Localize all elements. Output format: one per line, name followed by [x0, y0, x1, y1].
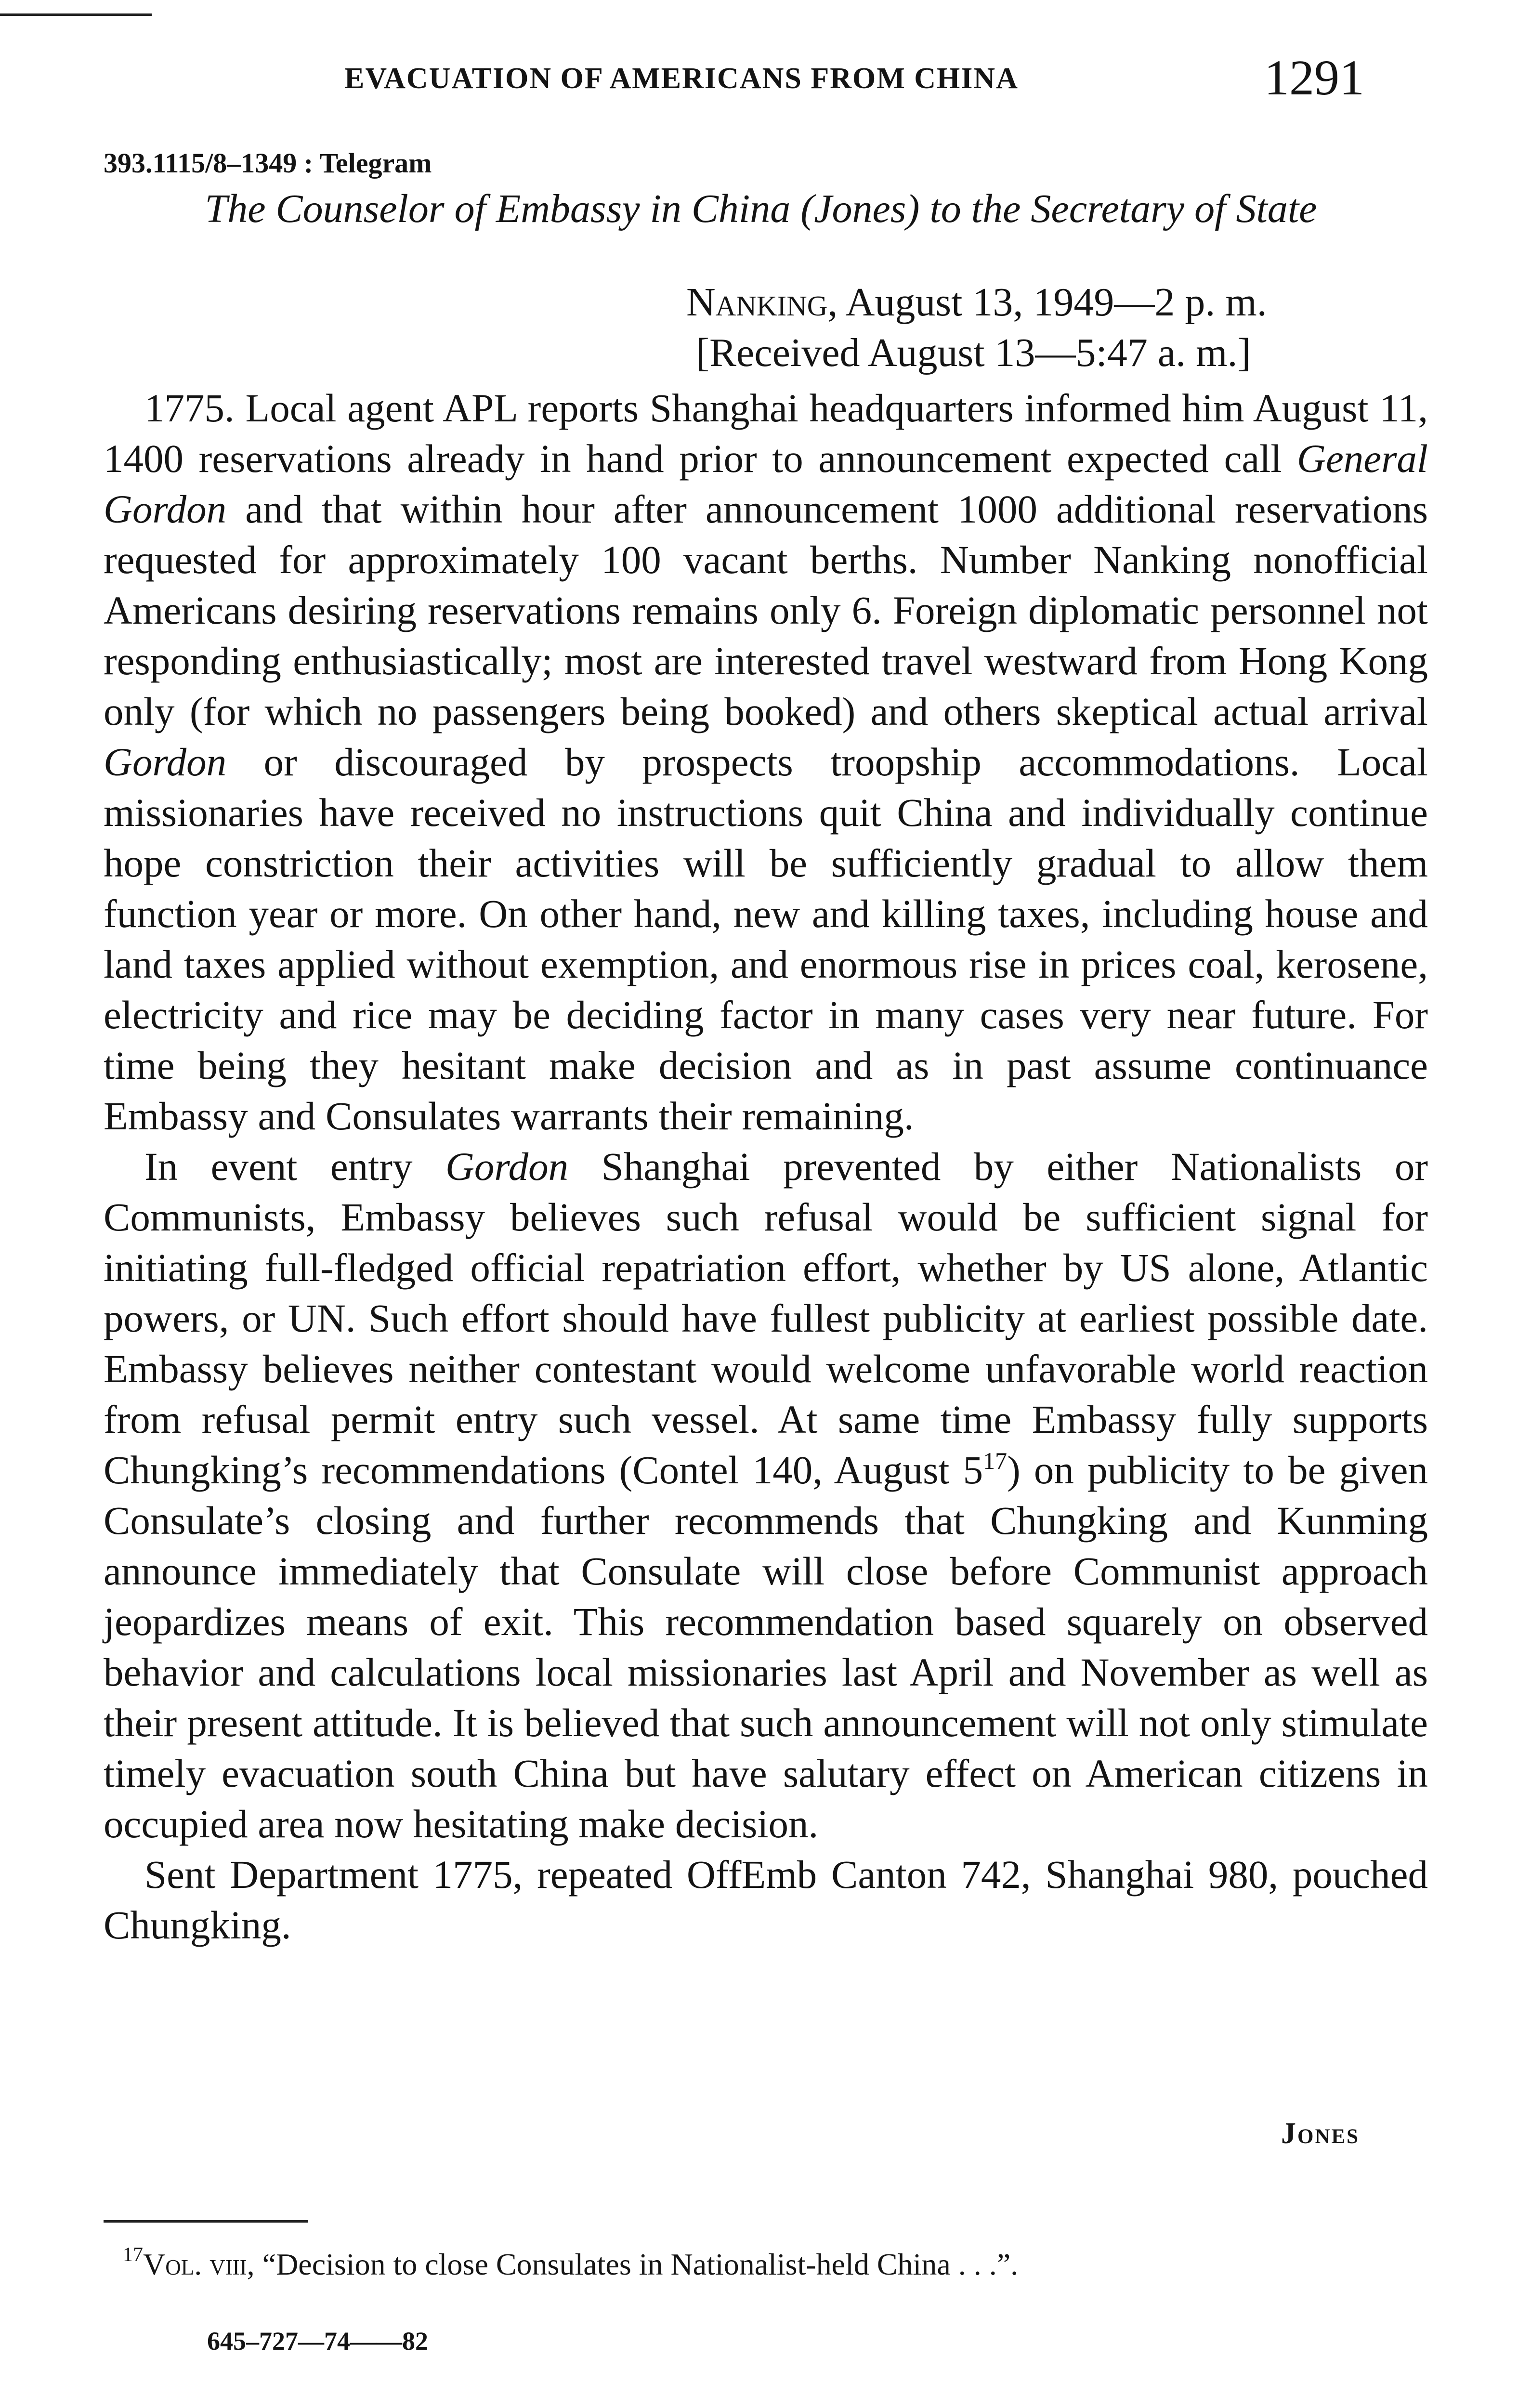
telegram-body	[104, 383, 1428, 1950]
paragraph-1-text-b: and that within hour after announcement 1000 additional reservations requested for approximately 100 vacant berths. Number Nanking nonofficial Americans desiring reservations remains only 6. Foreign diplomatic personnel not responding enthusiastically; most are interested travel westward from Hong Kong only (for which no passengers being booked) and others skeptical actual arrival	[104, 487, 1428, 733]
signature: Jones	[1281, 2117, 1360, 2150]
footnote-rule	[104, 2220, 308, 2223]
document-title: The Counselor of Embassy in China (Jones) to the Secretary of State	[205, 186, 1317, 231]
paragraph-2	[104, 1141, 1428, 1849]
paragraph-1-text-a: 1775. Local agent APL reports Shanghai headquarters informed him August 11, 1400 reservations already in hand prior to announcement expected call	[104, 386, 1428, 481]
paragraph-1-text-c: or discouraged by prospects troopship accommodations. Local missionaries have received no instructions quit China and individually continue hope constriction their activities will be sufficiently gradual to allow them function year or more. On other hand, new and killing taxes, including house and land taxes applied without exemption, and enormous rise in prices coal, kerosene, electricity and rice may be deciding factor in many cases very near future. For time being they hesitant make decision and as in past assume continuance Embassy and Consulates warrants their remaining.	[104, 740, 1428, 1138]
paragraph-3: Sent Department 1775, repeated OffEmb Canton 742, Shanghai 980, pouched Chungking.	[104, 1852, 1428, 1947]
dateline-received: [Received August 13—5:47 a. m.]	[696, 330, 1251, 375]
footnote-marker: 17	[123, 2244, 143, 2266]
footnote-text: , “Decision to close Consulates in Nationalist-held China . . .”.	[247, 2247, 1019, 2281]
dateline-sent	[686, 277, 1267, 327]
ship-name: Gordon	[104, 740, 227, 784]
file-number: 393.1115/8–1349 : Telegram	[104, 147, 432, 179]
page-number: 1291	[1264, 50, 1364, 105]
running-header-title: EVACUATION OF AMERICANS FROM CHINA	[344, 62, 1019, 95]
top-rule	[0, 13, 152, 16]
dateline-date: , August 13, 1949—2 p. m.	[827, 280, 1267, 325]
print-code: 645–727—74——82	[207, 2327, 428, 2356]
footnote-volume: Vol. viii	[143, 2247, 247, 2281]
footnote	[123, 2244, 1019, 2282]
paragraph-2-text-a: In event entry	[144, 1144, 445, 1189]
dateline	[686, 277, 1267, 378]
paragraph-1	[104, 383, 1428, 1141]
dateline-place: Nanking	[686, 280, 828, 325]
paragraph-2-text-c: ) on publicity to be given Consulate’s closing and further recommends that Chungking and Kunming announce immediately that Consulate will close before Communist approach jeopardizes means of exit. This recommendation based squarely on observed behavior and calculations local missionaries last April and November as well as their present attitude. It is believed that such announcement will not only stimulate timely evacuation south China but have salutary effect on American citizens in occupied area now hesitating make decision.	[104, 1448, 1428, 1846]
ship-name: Gordon	[445, 1144, 569, 1189]
footnote-reference[interactable]: 17	[983, 1447, 1008, 1474]
ship-name: General Gordon	[104, 436, 1428, 531]
paragraph-2-text-b: Shanghai prevented by either Nationalists or Communists, Embassy believes such refusal would be sufficient signal for initiating full-fledged official repatriation effort, whether by US alone, Atlantic powers, or UN. Such effort should have fullest publicity at earliest possible date. Embassy believes neither contestant would welcome unfavorable world reaction from refusal permit entry such vessel. At same time Embassy fully supports Chungking’s recommendations (Contel 140, August 5	[104, 1144, 1428, 1492]
